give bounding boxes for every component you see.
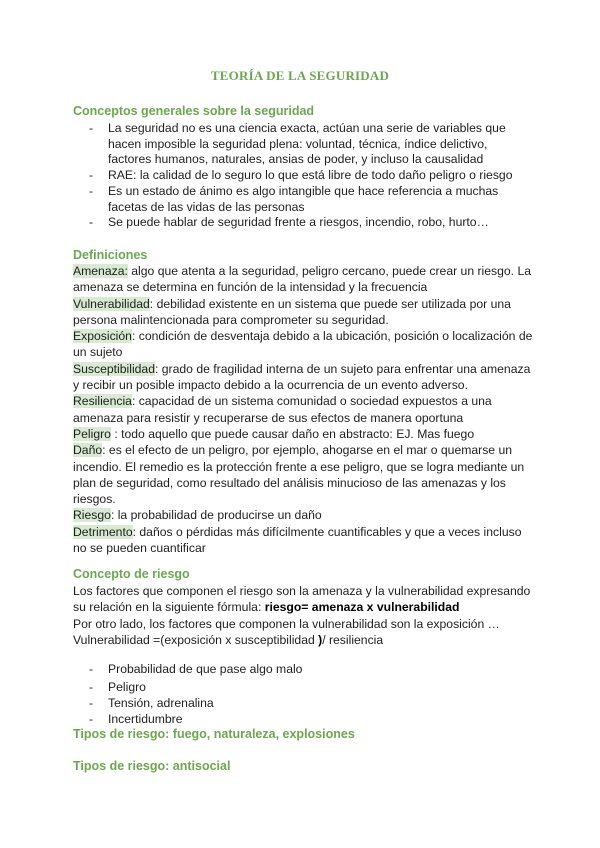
list-dash: - <box>89 662 94 676</box>
definition-term: Daño <box>73 443 103 458</box>
list-dash: - <box>89 184 94 198</box>
list-item: - Peligro <box>89 680 146 694</box>
definition-peligro: Peligro : todo aquello que puede causar daño en abstracto: EJ. Mas fuego <box>73 426 475 441</box>
definition-exposicion: Exposición: condición de desventaja debido a la ubicación, posición o localización de un sujeto <box>73 329 533 360</box>
list-item: - Probabilidad de que pase algo malo <box>89 662 303 676</box>
definition-term: Amenaza: <box>73 264 128 278</box>
definition-term: Vulnerabilidad <box>73 296 150 311</box>
definition-term: Peligro <box>73 426 111 441</box>
definition-resiliencia: Resiliencia: capacidad de un sistema comunidad o sociedad expuestos a una amenaza para resistir y recuperarse de sus efectos de manera oportuna <box>73 394 492 425</box>
definition-susceptibilidad: Susceptibilidad: grado de fragilidad interna de un sujeto para enfrentar una amenaza y recibir un posible impacto debido a la ocurrencia de un evento adverso. <box>73 361 531 393</box>
list-item: - RAE: la calidad de lo seguro lo que está libre de todo daño peligro o riesgo <box>89 168 513 182</box>
list-item: - Tensión, adrenalina <box>89 696 214 710</box>
document-title: TEORÍA DE LA SEGURIDAD <box>210 68 390 83</box>
section-heading-riesgo: Concepto de riesgo <box>73 567 190 581</box>
definition-riesgo: Riesgo: la probabilidad de producirse un daño <box>73 508 322 523</box>
definition-dano: Daño: es el efecto de un peligro, por ejemplo, ahogarse en el mar o quemarse un incendio. El remedio es la protección frente a ese peligro, que se logra mediante un plan de seguridad, como resultado del análisis minucioso de las amenazas y los riesgos. <box>73 443 525 507</box>
list-item: - Es un estado de ánimo es algo intangible que hace referencia a muchas facetas de las vidas de las personas <box>89 184 499 214</box>
list-dash: - <box>89 696 94 710</box>
definition-term: Riesgo <box>73 508 111 523</box>
section-heading-definiciones: Definiciones <box>73 248 148 262</box>
riesgo-paragraph: Los factores que componen el riesgo son la amenaza y la vulnerabilidad expresando su relación en la siguiente fórmula: riesgo= amenaza x vulnerabilidad <box>73 584 531 615</box>
definition-detrimento: Detrimento: daños o pérdidas más difícilmente cuantificables y que a veces incluso no se pueden cuantificar <box>73 524 522 556</box>
list-dash: - <box>89 121 94 135</box>
list-item: - Se puede hablar de seguridad frente a riesgos, incendio, robo, hurto… <box>89 215 489 229</box>
definition-vulnerabilidad: Vulnerabilidad: debilidad existente en un sistema que puede ser utilizada por una persona malintencionada para comprometer su seguridad. <box>73 296 511 327</box>
list-dash: - <box>89 712 94 726</box>
list-dash: - <box>89 680 94 694</box>
definition-term: Resiliencia <box>73 394 132 409</box>
definition-term: Susceptibilidad <box>73 361 155 376</box>
definition-term: Detrimento <box>73 524 133 539</box>
formula-riesgo: riesgo= amenaza x vulnerabilidad <box>264 600 460 615</box>
section-heading-conceptos: Conceptos generales sobre la seguridad <box>73 104 315 118</box>
list-dash: - <box>89 215 94 229</box>
list-item: - Incertidumbre <box>89 712 183 726</box>
definition-amenaza: Amenaza: algo que atenta a la seguridad, peligro cercano, puede crear un riesgo. La amenaza se determina en función de la intensidad y la frecuencia <box>73 264 532 295</box>
formula-vulnerabilidad: Vulnerabilidad =(exposición x susceptibilidad )/ resiliencia <box>73 632 384 647</box>
riesgo-block <box>73 583 533 648</box>
list-item: - La seguridad no es una ciencia exacta, actúan una serie de variables que hacen imposible la seguridad plena: voluntad, técnica, índice delictivo, factores humanos, naturales, ansias de poder, y incluso la causalidad <box>89 121 506 166</box>
definitions-block <box>73 263 533 556</box>
riesgo-paragraph-2: Por otro lado, los factores que componen la vulnerabilidad son la exposición … <box>73 616 500 631</box>
definition-term: Exposición <box>73 329 132 344</box>
list-dash: - <box>89 168 94 182</box>
section-heading-tipos-riesgo-2: Tipos de riesgo: antisocial <box>73 759 231 773</box>
section-heading-tipos-riesgo-1: Tipos de riesgo: fuego, naturaleza, explosiones <box>73 727 355 741</box>
